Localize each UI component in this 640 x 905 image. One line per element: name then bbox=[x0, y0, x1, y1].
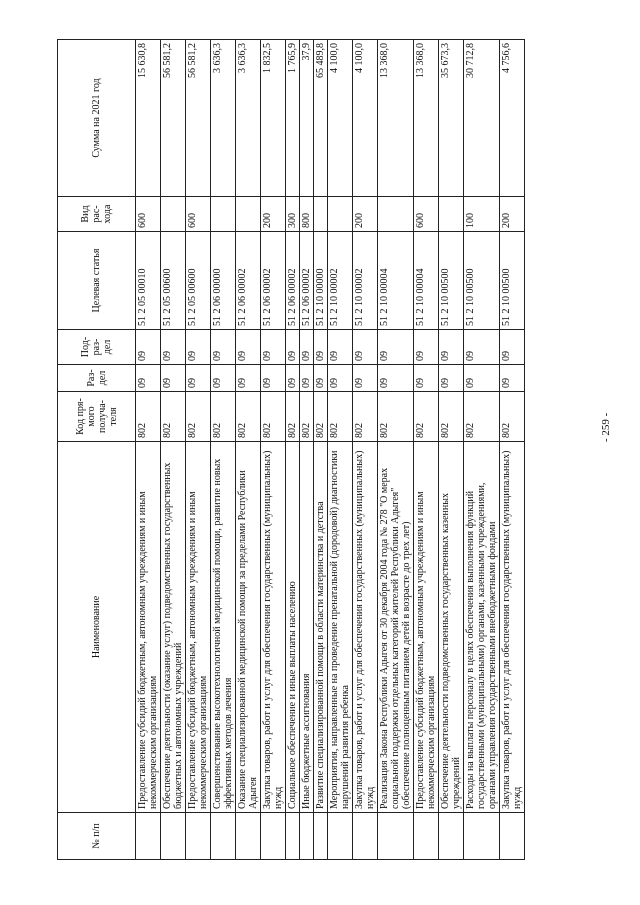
cell-vid bbox=[314, 197, 328, 232]
cell-podrazdel: 09 bbox=[314, 330, 328, 365]
cell-podrazdel: 09 bbox=[286, 330, 300, 365]
cell-target: 51 2 10 00002 bbox=[328, 232, 353, 330]
cell-target: 51 2 10 00500 bbox=[500, 232, 525, 330]
cell-razdel: 09 bbox=[378, 365, 414, 392]
cell-num bbox=[236, 813, 261, 860]
cell-podrazdel: 09 bbox=[378, 330, 414, 365]
cell-code: 802 bbox=[414, 392, 439, 442]
cell-num bbox=[378, 813, 414, 860]
cell-name: Закупка товаров, работ и услуг для обеспечения государственных (муниципальных) нужд bbox=[261, 442, 286, 813]
cell-sum: 56 581,2 bbox=[161, 40, 186, 197]
cell-code: 802 bbox=[286, 392, 300, 442]
table-row bbox=[328, 40, 353, 860]
cell-podrazdel: 09 bbox=[500, 330, 525, 365]
cell-name: Обеспечение деятельности (оказание услуг) подведомственных государственных бюджетных и автономных учреждений bbox=[161, 442, 186, 813]
cell-vid bbox=[439, 197, 464, 232]
cell-podrazdel: 09 bbox=[136, 330, 161, 365]
cell-name: Закупка товаров, работ и услуг для обеспечения государственных (муниципальных) нужд bbox=[500, 442, 525, 813]
cell-vid bbox=[328, 197, 353, 232]
cell-vid: 200 bbox=[261, 197, 286, 232]
cell-podrazdel: 09 bbox=[439, 330, 464, 365]
cell-num bbox=[353, 813, 378, 860]
cell-code: 802 bbox=[300, 392, 314, 442]
cell-razdel: 09 bbox=[161, 365, 186, 392]
cell-razdel: 09 bbox=[300, 365, 314, 392]
cell-sum: 3 636,3 bbox=[211, 40, 236, 197]
cell-target: 51 2 06 00002 bbox=[300, 232, 314, 330]
cell-vid: 600 bbox=[136, 197, 161, 232]
header-name: Наименование bbox=[58, 442, 136, 813]
cell-razdel: 09 bbox=[314, 365, 328, 392]
cell-num bbox=[414, 813, 439, 860]
cell-num bbox=[300, 813, 314, 860]
cell-name: Предоставление субсидий бюджетным, автономным учреждениям и иным некоммерческим организациям bbox=[186, 442, 211, 813]
cell-podrazdel: 09 bbox=[211, 330, 236, 365]
header-num: № п/п bbox=[58, 813, 136, 860]
cell-name: Предоставление субсидий бюджетным, автономным учреждениям и иным некоммерческим организациям bbox=[414, 442, 439, 813]
cell-name: Обеспечение деятельности подведомственных государственных казенных учреждений bbox=[439, 442, 464, 813]
cell-code: 802 bbox=[136, 392, 161, 442]
table-row bbox=[286, 40, 300, 860]
cell-vid: 600 bbox=[186, 197, 211, 232]
cell-podrazdel: 09 bbox=[414, 330, 439, 365]
cell-podrazdel: 09 bbox=[161, 330, 186, 365]
table-row bbox=[236, 40, 261, 860]
cell-target: 51 2 10 00500 bbox=[464, 232, 500, 330]
table-body bbox=[136, 40, 525, 860]
cell-vid bbox=[378, 197, 414, 232]
cell-vid bbox=[236, 197, 261, 232]
cell-target: 51 2 10 00004 bbox=[414, 232, 439, 330]
table-row bbox=[161, 40, 186, 860]
cell-sum: 1 832,5 bbox=[261, 40, 286, 197]
cell-sum: 13 368,0 bbox=[378, 40, 414, 197]
cell-target: 51 2 10 00000 bbox=[314, 232, 328, 330]
cell-target: 51 2 10 00004 bbox=[378, 232, 414, 330]
cell-name: Совершенствование высокотехнологичной медицинской помощи, развитие новых эффективных методов лечения bbox=[211, 442, 236, 813]
cell-target: 51 2 05 00600 bbox=[161, 232, 186, 330]
cell-podrazdel: 09 bbox=[261, 330, 286, 365]
cell-sum: 35 673,3 bbox=[439, 40, 464, 197]
cell-target: 51 2 06 00000 bbox=[211, 232, 236, 330]
cell-sum: 1 765,9 bbox=[286, 40, 300, 197]
header-podrazdel: Под- раз- дел bbox=[58, 330, 136, 365]
cell-name: Мероприятия, направленные на проведение пренатальной (дородовой) диагностики нарушений развития ребенка bbox=[328, 442, 353, 813]
cell-name: Иные бюджетные ассигнования bbox=[300, 442, 314, 813]
cell-code: 802 bbox=[314, 392, 328, 442]
table-row bbox=[300, 40, 314, 860]
cell-target: 51 2 10 00500 bbox=[439, 232, 464, 330]
cell-podrazdel: 09 bbox=[300, 330, 314, 365]
cell-razdel: 09 bbox=[286, 365, 300, 392]
cell-target: 51 2 06 00002 bbox=[286, 232, 300, 330]
table-header-row bbox=[58, 40, 136, 860]
cell-name: Оказание специализированной медицинской помощи за пределами Республики Адыгея bbox=[236, 442, 261, 813]
cell-razdel: 09 bbox=[464, 365, 500, 392]
cell-sum: 3 636,3 bbox=[236, 40, 261, 197]
cell-podrazdel: 09 bbox=[186, 330, 211, 365]
cell-podrazdel: 09 bbox=[328, 330, 353, 365]
cell-sum: 4 756,6 bbox=[500, 40, 525, 197]
cell-vid: 200 bbox=[353, 197, 378, 232]
cell-num bbox=[439, 813, 464, 860]
cell-name: Закупка товаров, работ и услуг для обеспечения государственных (муниципальных) нужд bbox=[353, 442, 378, 813]
cell-name: Предоставление субсидий бюджетным, автономным учреждениям и иным некоммерческим организациям bbox=[136, 442, 161, 813]
cell-razdel: 09 bbox=[211, 365, 236, 392]
table-row bbox=[464, 40, 500, 860]
table-row bbox=[261, 40, 286, 860]
cell-razdel: 09 bbox=[136, 365, 161, 392]
cell-razdel: 09 bbox=[236, 365, 261, 392]
cell-target: 51 2 06 00002 bbox=[236, 232, 261, 330]
cell-sum: 4 100,0 bbox=[353, 40, 378, 197]
cell-num bbox=[500, 813, 525, 860]
cell-sum: 37,9 bbox=[300, 40, 314, 197]
table-row bbox=[500, 40, 525, 860]
cell-num bbox=[161, 813, 186, 860]
header-vid: Вид рас- хода bbox=[58, 197, 136, 232]
header-razdel: Раз- дел bbox=[58, 365, 136, 392]
cell-name: Реализация Закона Республики Адыгея от 30 декабря 2004 года № 278 "О мерах социальной поддержки отдельных категорий жителей Республики Адыгея" (обеспечение полноценным питанием детей в возрасте до трех лет) bbox=[378, 442, 414, 813]
cell-vid: 100 bbox=[464, 197, 500, 232]
cell-razdel: 09 bbox=[328, 365, 353, 392]
table-row bbox=[136, 40, 161, 860]
cell-name: Социальное обеспечение и иные выплаты населению bbox=[286, 442, 300, 813]
cell-name: Развитие специализированной помощи в области материнства и детства bbox=[314, 442, 328, 813]
cell-num bbox=[186, 813, 211, 860]
cell-vid: 300 bbox=[286, 197, 300, 232]
cell-vid bbox=[161, 197, 186, 232]
cell-num bbox=[211, 813, 236, 860]
cell-sum: 15 630,8 bbox=[136, 40, 161, 197]
cell-target: 51 2 10 00002 bbox=[353, 232, 378, 330]
cell-vid: 600 bbox=[414, 197, 439, 232]
cell-podrazdel: 09 bbox=[353, 330, 378, 365]
cell-vid: 800 bbox=[300, 197, 314, 232]
table-row bbox=[211, 40, 236, 860]
cell-code: 802 bbox=[261, 392, 286, 442]
cell-num bbox=[328, 813, 353, 860]
cell-sum: 13 368,0 bbox=[414, 40, 439, 197]
cell-vid bbox=[211, 197, 236, 232]
cell-razdel: 09 bbox=[186, 365, 211, 392]
table-row bbox=[439, 40, 464, 860]
table-row bbox=[314, 40, 328, 860]
header-target: Целевая статья bbox=[58, 232, 136, 330]
table-row bbox=[353, 40, 378, 860]
cell-sum: 4 100,0 bbox=[328, 40, 353, 197]
cell-razdel: 09 bbox=[414, 365, 439, 392]
cell-num bbox=[464, 813, 500, 860]
budget-table bbox=[57, 39, 525, 860]
cell-code: 802 bbox=[378, 392, 414, 442]
cell-razdel: 09 bbox=[500, 365, 525, 392]
table-row bbox=[186, 40, 211, 860]
cell-code: 802 bbox=[328, 392, 353, 442]
cell-num bbox=[286, 813, 300, 860]
cell-vid: 200 bbox=[500, 197, 525, 232]
cell-target: 51 2 05 00010 bbox=[136, 232, 161, 330]
cell-target: 51 2 05 00600 bbox=[186, 232, 211, 330]
table-row bbox=[414, 40, 439, 860]
cell-code: 802 bbox=[161, 392, 186, 442]
cell-code: 802 bbox=[353, 392, 378, 442]
header-sum: Сумма на 2021 год bbox=[58, 40, 136, 197]
budget-table-rotated bbox=[57, 40, 580, 860]
cell-razdel: 09 bbox=[261, 365, 286, 392]
page-number: - 259 - bbox=[600, 412, 612, 442]
cell-code: 802 bbox=[464, 392, 500, 442]
cell-code: 802 bbox=[236, 392, 261, 442]
cell-sum: 30 712,8 bbox=[464, 40, 500, 197]
cell-code: 802 bbox=[500, 392, 525, 442]
cell-sum: 65 489,8 bbox=[314, 40, 328, 197]
cell-num bbox=[261, 813, 286, 860]
cell-code: 802 bbox=[186, 392, 211, 442]
cell-target: 51 2 06 00002 bbox=[261, 232, 286, 330]
cell-razdel: 09 bbox=[353, 365, 378, 392]
cell-num bbox=[314, 813, 328, 860]
cell-sum: 56 581,2 bbox=[186, 40, 211, 197]
header-code: Код пря- мого получа- теля bbox=[58, 392, 136, 442]
cell-num bbox=[136, 813, 161, 860]
cell-name: Расходы на выплаты персоналу в целях обеспечения выполнения функций государственными (муниципальными) органами, казенными учреждениями, органами управления государственными внебюджетными фондами bbox=[464, 442, 500, 813]
cell-code: 802 bbox=[211, 392, 236, 442]
cell-podrazdel: 09 bbox=[236, 330, 261, 365]
cell-podrazdel: 09 bbox=[464, 330, 500, 365]
table-row bbox=[378, 40, 414, 860]
cell-code: 802 bbox=[439, 392, 464, 442]
cell-razdel: 09 bbox=[439, 365, 464, 392]
